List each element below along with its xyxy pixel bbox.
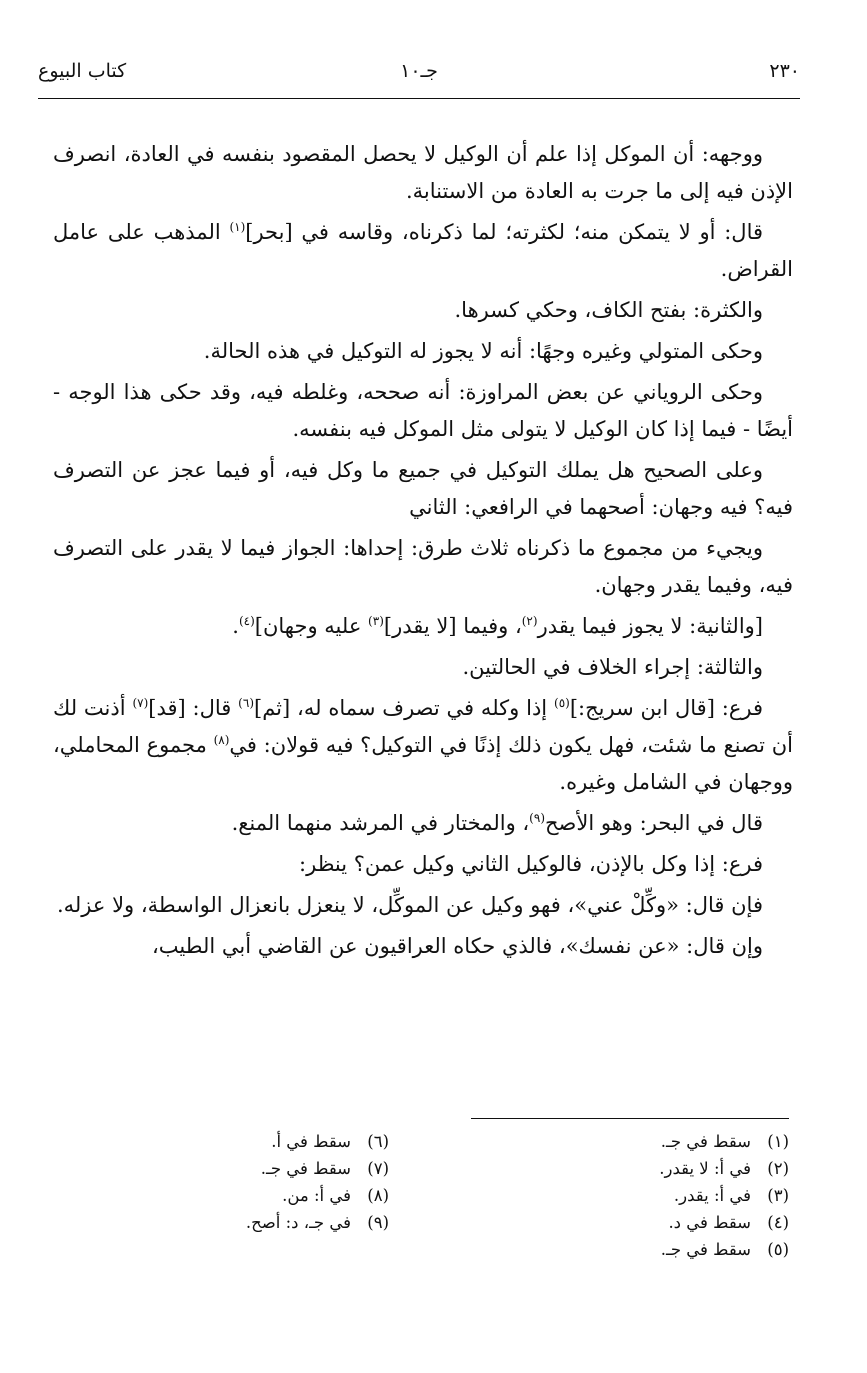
footnote-text: في أ: يقدر.	[673, 1186, 751, 1205]
footnote-ref[interactable]: (١)	[229, 220, 246, 234]
footnote	[49, 1209, 389, 1236]
paragraph	[53, 690, 793, 801]
footnote-text: سقط في أ.	[271, 1132, 351, 1151]
footnote-mark: (٩)	[367, 1213, 389, 1232]
footnote	[449, 1128, 789, 1155]
paragraph-text: ويجيء من مجموع ما ذكرناه ثلاث طرق: إحداها: الجواز فيما لا يقدر على التصرف فيه، وفيما يقدر وجهان.	[53, 536, 793, 597]
paragraph	[53, 214, 793, 288]
paragraph	[53, 374, 793, 448]
paragraph-text: إذا وكله في تصرف سماه له، [ثم]	[254, 696, 554, 720]
footnote-mark: (٨)	[367, 1186, 389, 1205]
footnote-text: سقط في د.	[668, 1213, 751, 1232]
paragraph-text: فرع: [قال ابن سريج:]	[569, 696, 763, 720]
footnote-text: سقط في جـ.	[660, 1132, 751, 1151]
paragraph-text: قال: أو لا يتمكن منه؛ لكثرته؛ لما ذكرناه، وقاسه في [بحر]	[245, 220, 764, 244]
footnote-ref[interactable]: (٢)	[521, 614, 538, 628]
volume-label: جـ١٠	[400, 60, 438, 82]
footnote-text: سقط في جـ.	[660, 1240, 751, 1259]
paragraph	[53, 333, 793, 370]
paragraph-text: فإن قال: «وكِّلْ عني»، فهو وكيل عن الموكِّل، لا ينعزل بانعزال الواسطة، ولا عزله.	[56, 893, 763, 917]
paragraph-text: وعلى الصحيح هل يملك التوكيل في جميع ما وكل فيه، أو فيما عجز عن التصرف فيه؟ فيه وجهان: أصحهما في الرافعي: الثاني	[53, 458, 793, 519]
page-number: ٢٣٠	[769, 60, 800, 82]
footnote-ref[interactable]: (٧)	[132, 696, 149, 710]
paragraph	[53, 928, 793, 965]
paragraph-text: ، والمختار في المرشد منهما المنع.	[231, 811, 530, 835]
paragraph-text: مجموع المحاملي، ووجهان في الشامل وغيره.	[53, 733, 793, 794]
page-header	[38, 60, 800, 94]
footnote-text: سقط في جـ.	[260, 1159, 351, 1178]
paragraph-text: وإن قال: «عن نفسك»، فالذي حكاه العراقيون عن القاضي أبي الطيب،	[152, 934, 763, 958]
footnote	[449, 1236, 789, 1263]
footnote-ref[interactable]: (٨)	[213, 733, 230, 747]
footnote-ref[interactable]: (٣)	[368, 614, 384, 628]
footnote	[449, 1209, 789, 1236]
paragraph-text: فرع: إذا وكل بالإذن، فالوكيل الثاني وكيل عمن؟ ينظر:	[299, 852, 763, 876]
paragraph	[53, 452, 793, 526]
paragraph-text: والكثرة: بفتح الكاف، وحكي كسرها.	[454, 298, 763, 322]
footnote-mark: (٢)	[767, 1159, 789, 1178]
header-rule	[38, 98, 800, 99]
paragraph	[53, 136, 793, 210]
paragraph-text: ، وفيما [لا يقدر]	[383, 614, 522, 638]
footnote-ref[interactable]: (٦)	[238, 696, 254, 710]
footnotes-column-right	[449, 1128, 789, 1263]
paragraph	[53, 887, 793, 924]
paragraph	[53, 608, 793, 645]
footnote-mark: (١)	[767, 1132, 789, 1151]
footnote-rule	[471, 1118, 789, 1119]
paragraph-text: قال: [قد]	[148, 696, 239, 720]
paragraph	[53, 292, 793, 329]
footnote	[449, 1182, 789, 1209]
footnote-text: في أ: من.	[282, 1186, 351, 1205]
paragraph	[53, 530, 793, 604]
footnote-mark: (٣)	[767, 1186, 789, 1205]
footnote-mark: (٤)	[767, 1213, 789, 1232]
book-title: كتاب البيوع	[38, 60, 127, 82]
footnotes-column-left	[49, 1128, 389, 1236]
footnote-ref[interactable]: (٩)	[529, 811, 545, 825]
paragraph-text: والثالثة: إجراء الخلاف في الحالتين.	[462, 655, 763, 679]
footnote	[49, 1155, 389, 1182]
paragraph-text: .	[232, 614, 239, 638]
paragraph-text: عليه وجهان]	[254, 614, 369, 638]
paragraph-text: وحكى الروياني عن بعض المراوزة: أنه صححه، وغلطه فيه، وقد حكى هذا الوجه - أيضًا - فيما إذا كان الوكيل لا يتولى مثل الموكل فيه بنفسه.	[53, 380, 793, 441]
footnote-ref[interactable]: (٤)	[238, 614, 255, 628]
paragraph	[53, 846, 793, 883]
footnote	[49, 1182, 389, 1209]
footnote-mark: (٧)	[367, 1159, 389, 1178]
footnote	[449, 1155, 789, 1182]
footnote-mark: (٥)	[767, 1240, 789, 1259]
paragraph-text: المذهب على عامل القراض.	[53, 220, 793, 281]
main-text	[53, 136, 793, 969]
footnote-ref[interactable]: (٥)	[554, 696, 570, 710]
paragraph	[53, 649, 793, 686]
footnote-text: في أ: لا يقدر.	[659, 1159, 751, 1178]
paragraph-text: قال في البحر: وهو الأصح	[545, 811, 763, 835]
paragraph-text: [والثانية: لا يجوز فيما يقدر	[537, 614, 763, 638]
footnote-text: في جـ، د: أصح.	[245, 1213, 351, 1232]
paragraph-text: أذنت لك أن تصنع ما شئت، فهل يكون ذلك إذنًا في التوكيل؟ فيه قولان: في	[53, 696, 793, 757]
paragraph-text: وحكى المتولي وغيره وجهًا: أنه لا يجوز له التوكيل في هذه الحالة.	[203, 339, 763, 363]
paragraph-text: ووجهه: أن الموكل إذا علم أن الوكيل لا يحصل المقصود بنفسه في العادة، انصرف الإذن فيه إلى ما جرت به العادة من الاستنابة.	[53, 142, 793, 203]
paragraph	[53, 805, 793, 842]
footnote	[49, 1128, 389, 1155]
footnote-mark: (٦)	[367, 1132, 389, 1151]
